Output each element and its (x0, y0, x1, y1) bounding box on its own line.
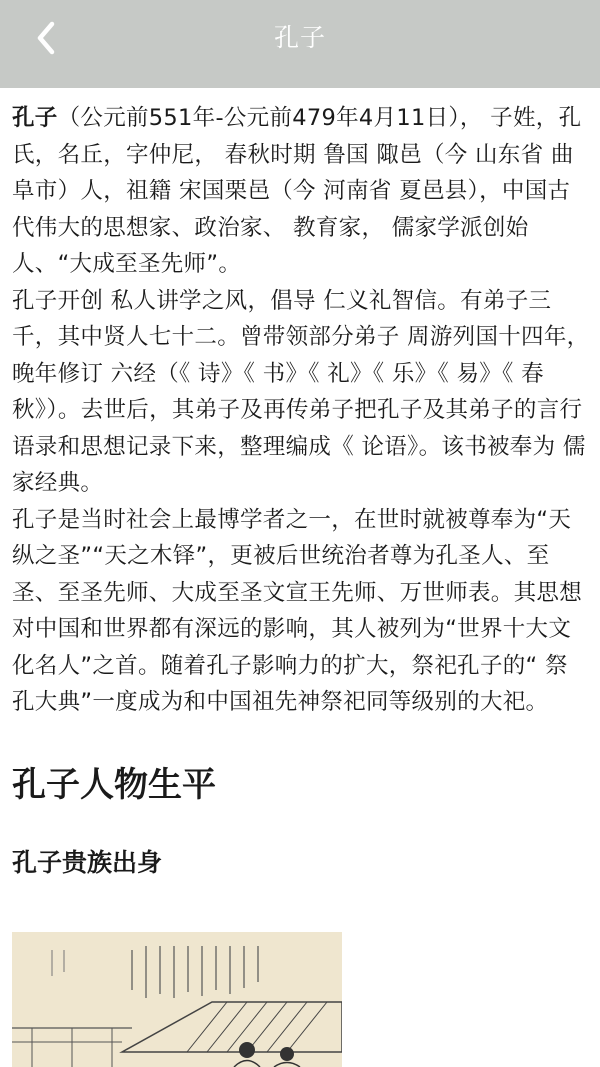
intro-paragraph (12, 100, 590, 283)
illustration-drawing (12, 932, 342, 1067)
paragraph-2: 孔子开创 私人讲学之风，倡导 仁义礼智信。有弟子三千，其中贤人七十二。曾带领部分弟子 周游列国十四年，晚年修订 六经（《 诗》《 书》《 礼》《 乐》《 易》《 春秋》）。去世后，其弟子及再传弟子把孔子及其弟子的言行语录和思想记录下来，整理编成《 论语》。该书被奉为 儒家经典。 (12, 287, 590, 496)
paragraph-3: 孔子是当时社会上最博学者之一，在世时就被尊奉为“天纵之圣”“天之木铎”，更被后世统治者尊为孔圣人、至圣、至圣先师、大成至圣文宣王先师、万世师表。其思想对中国和世界都有深远的影响，其人被列为“世界十大文化名人”之首。随着孔子影响力的扩大，祭祀孔子的“ 祭孔大典”一度成为和中国祖先神祭祀同等级别的大祀。 (12, 506, 583, 715)
lead-name: 孔子 (12, 105, 58, 131)
app-bar (0, 0, 600, 88)
page-title: 孔子 (273, 23, 326, 52)
intro-text: （公元前551年-公元前479年4月11日）， 子姓，孔氏，名丘，字仲尼， 春秋时期 鲁国 陬邑（今 山东省 曲阜市）人，祖籍 宋国栗邑（今 河南省 夏邑县），中国古代伟大的思想家、政治家、 教育家， 儒家学派创始人、“大成至圣先师”。 (12, 105, 582, 277)
article-content (12, 100, 590, 881)
subsection-title: 孔子贵族出身 (12, 847, 163, 877)
section-title: 孔子人物生平 (12, 764, 216, 805)
article-illustration (12, 932, 342, 1067)
